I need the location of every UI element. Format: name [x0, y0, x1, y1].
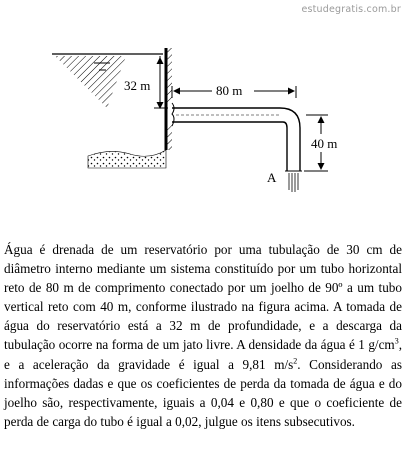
reservoir-wall: [166, 48, 172, 150]
vertical-pipe: [285, 128, 302, 171]
horizontal-pipe: [172, 103, 283, 126]
depth-label: 32 m: [124, 78, 151, 93]
pipe-elbow: [280, 108, 300, 128]
superscript-3: 3: [394, 337, 399, 347]
problem-statement: [4, 240, 402, 431]
problem-text-part3: . Considerando as informações dadas e que os coeficientes de perda da tomada de água e do joelho são, respectivamente, iguais a 0,04 e 0,80 e que o coeficiente de perda de carga do tubo é igual a 0,02, julgue os itens subsecutivos.: [4, 356, 402, 429]
reservoir-ground: [88, 150, 166, 168]
watermark: estudegratis.com.br: [301, 4, 401, 15]
height-label: 40 m: [311, 136, 338, 151]
superscript-2: 2: [293, 356, 298, 366]
free-jet: [289, 173, 298, 192]
length-label: 80 m: [216, 83, 243, 98]
outlet-label-A: A: [267, 170, 277, 185]
problem-text-part1: Água é drenada de um reservatório por uma tubulação de 30 cm de diâmetro interno mediante um sistema constituído por um tubo horizontal reto de 80 m de comprimento conectado por um joelho de 90º a um tubo vertical reto com 40 m, conforme ilustrado na figura acima. A tomada de água do reservatório está a 32 m de profundidade, e a descarga da tubulação ocorre na forma de um jato livre. A densidade da água é 1 g/cm: [4, 242, 402, 353]
problem-text-part2: , e a aceleração da gravidade é igual a 9,81 m/s: [4, 337, 402, 372]
